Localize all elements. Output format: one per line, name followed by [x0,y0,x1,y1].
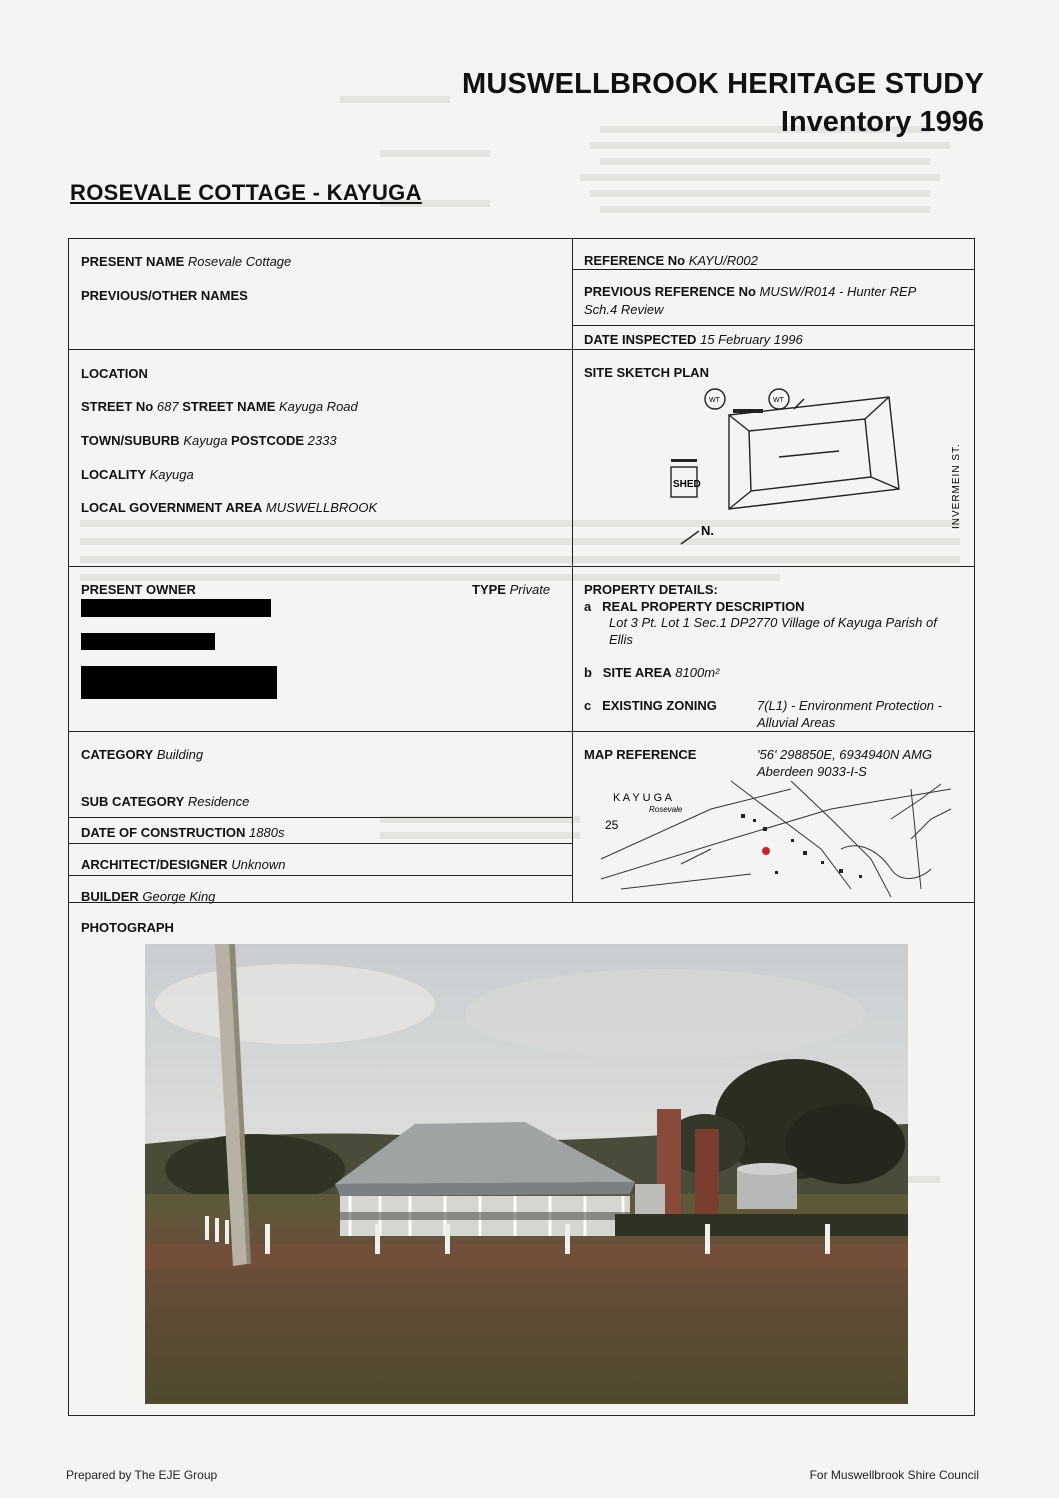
site-sketch-plan [629,379,969,559]
inventory-form [68,238,975,1416]
site-marker [762,847,770,855]
rule-owner [69,566,974,567]
sub-category-field: SUB CATEGORY Residence [81,794,250,809]
present-owner-label: PRESENT OWNER [81,582,196,597]
previous-reference-field: PREVIOUS REFERENCE No MUSW/R014 - Hunter REP [584,284,917,299]
map-rosevale-label: Rosevale [649,805,683,814]
real-property-value-cont: Ellis [609,632,633,647]
photograph-label: PHOTOGRAPH [81,920,174,935]
suburb-field: TOWN/SUBURB Kayuga POSTCODE 2333 [81,433,337,448]
redacted-owner-name [81,599,271,617]
study-title: MUSWELLBROOK HERITAGE STUDY [461,68,984,100]
redacted-owner-address [81,633,215,650]
zoning-value: 7(L1) - Environment Protection - [757,698,942,713]
footer-for-council: For Muswellbrook Shire Council [809,1468,979,1482]
date-construction-field: DATE OF CONSTRUCTION 1880s [81,825,285,840]
inventory-year: Inventory 1996 [780,106,984,138]
present-name-field: PRESENT NAME Rosevale Cottage [81,254,292,269]
rule-builder [69,875,572,876]
previous-reference-cont: Sch.4 Review [584,302,664,317]
map-number-label: 25 [605,818,619,832]
street-label: INVERMEIN ST. [951,443,962,529]
locality-field: LOCALITY Kayuga [81,467,194,482]
cottage-photograph [145,944,908,1404]
real-property-field: a REAL PROPERTY DESCRIPTION [584,599,805,614]
shed-label: SHED [673,479,701,490]
builder-field: BUILDER George King [81,889,216,904]
north-label: N. [701,523,714,538]
rule-location [69,349,974,350]
rule-architect [69,843,572,844]
redacted-owner-suburb [81,666,277,699]
wt-label: WT [709,397,720,404]
owner-type-field: TYPE Private [472,582,551,597]
street-field: STREET No 687 STREET NAME Kayuga Road [81,399,358,414]
location-map [591,779,961,899]
lga-field: LOCAL GOVERNMENT AREA MUSWELLBROOK [81,500,378,515]
property-details-heading: PROPERTY DETAILS: [584,582,718,597]
rule-category [69,731,974,732]
column-divider [572,239,573,902]
location-heading: LOCATION [81,366,148,381]
site-area-field: b SITE AREA 8100m² [584,665,720,680]
footer-prepared-by: Prepared by The EJE Group [66,1468,218,1482]
map-reference-value: '56' 298850E, 6934940N AMG [757,747,933,762]
category-field: CATEGORY Building [81,747,204,762]
map-place-label: K A Y U G A [613,792,672,804]
date-inspected-field: DATE INSPECTED 15 February 1996 [584,332,803,347]
rule-reference [572,269,974,270]
page-title: ROSEVALE COTTAGE - KAYUGA [70,180,422,205]
rule-date-construction [69,817,572,818]
map-reference-value-cont: Aberdeen 9033-I-S [757,764,867,779]
architect-field: ARCHITECT/DESIGNER Unknown [81,857,286,872]
zoning-value-cont: Alluvial Areas [757,715,836,730]
wt-label-2: WT [773,397,784,404]
zoning-field: c EXISTING ZONING [584,698,717,713]
reference-field: REFERENCE No KAYU/R002 [584,253,758,268]
previous-names-label: PREVIOUS/OTHER NAMES [81,288,248,303]
rule-date-inspected [572,325,974,326]
real-property-value: Lot 3 Pt. Lot 1 Sec.1 DP2770 Village of Kayuga Parish of [609,615,937,630]
map-reference-label: MAP REFERENCE [584,747,697,762]
site-sketch-label: SITE SKETCH PLAN [584,365,709,380]
